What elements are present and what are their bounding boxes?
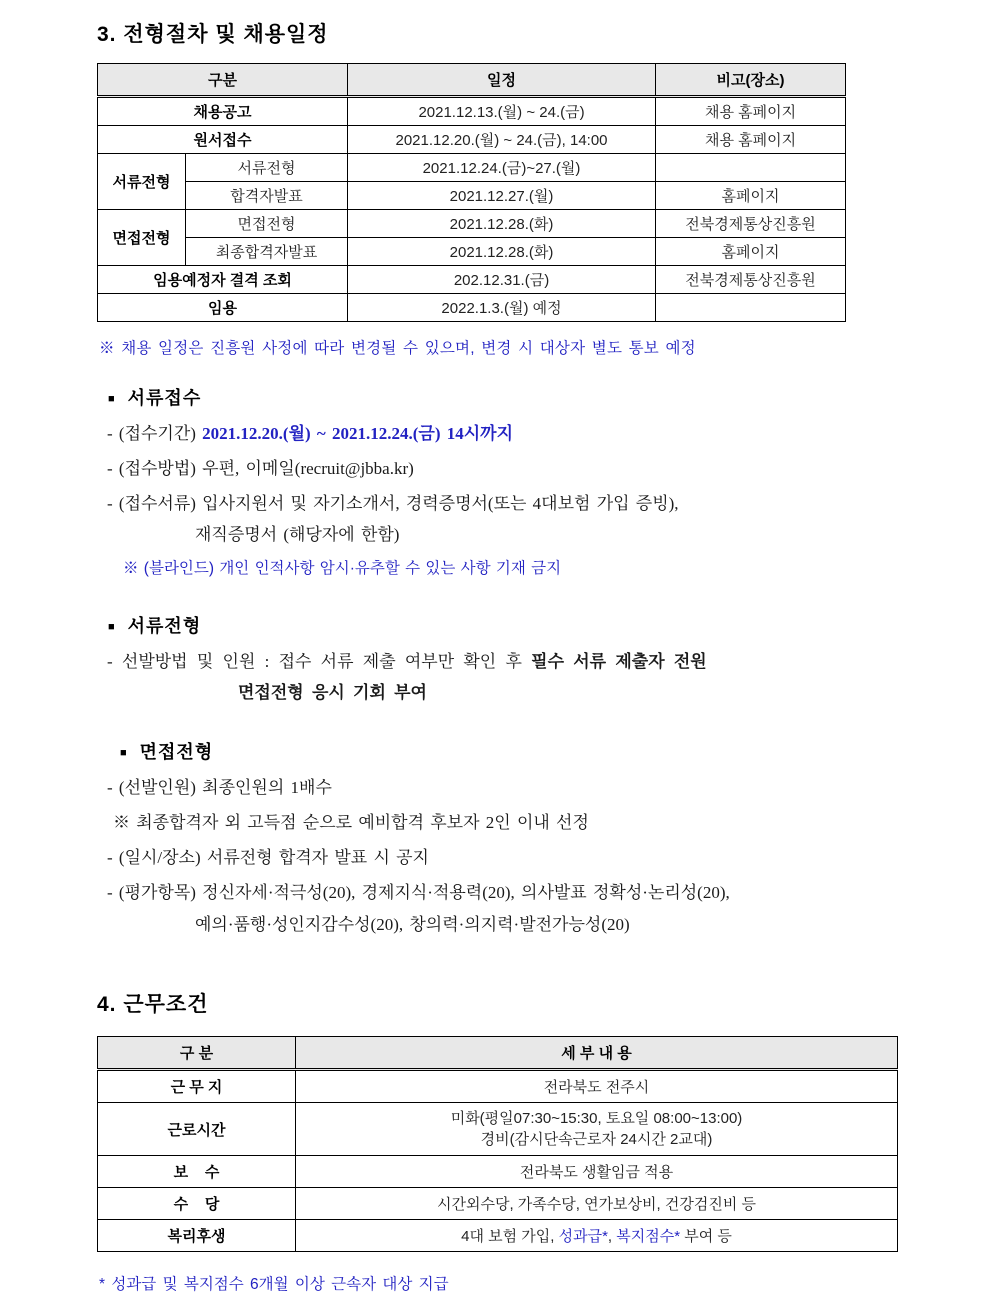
submit-period-prefix: - (접수기간) [107, 424, 203, 443]
cell-apply-note: 채용 홈페이지 [656, 126, 846, 154]
section-4-title: 4. 근무조건 [97, 993, 209, 1016]
table-row-hire [98, 294, 846, 322]
doc-submit-heading-label: 서류접수 [127, 388, 202, 408]
table-row-interview [98, 210, 846, 238]
cell-doc-result-date: 2021.12.27.(월) [348, 182, 656, 210]
table-row-welfare [98, 1220, 898, 1252]
submit-period-line [107, 423, 992, 445]
screening-method-prefix: - 선발방법 및 인원 : 접수 서류 제출 여부만 확인 후 [107, 652, 532, 671]
cell-hire-date: 2022.1.3.(월) 예정 [348, 294, 656, 322]
cell-hours-label: 근로시간 [98, 1103, 296, 1156]
cell-location-value: 전라북도 전주시 [296, 1070, 898, 1103]
cell-doc-result-label: 합격자발표 [186, 182, 348, 210]
cell-disqualify-label: 임용예정자 결격 조회 [98, 266, 348, 294]
interview-reserve-note: ※ 최종합격자 외 고득점 순으로 예비합격 후보자 2인 이내 선정 [113, 813, 589, 832]
section-doc-screening [97, 612, 992, 704]
cell-welfare-value [296, 1220, 898, 1252]
cell-doc-group: 서류전형 [98, 154, 186, 210]
hours-line-1: 미화(평일07:30~15:30, 토요일 08:00~13:00) [450, 1110, 743, 1127]
interview-when-where: - (일시/장소) 서류전형 합격자 발표 시 공지 [107, 848, 429, 867]
cell-final-result-note: 홈페이지 [656, 238, 846, 266]
section-doc-submit [97, 384, 992, 580]
cell-interview-label: 면접전형 [186, 210, 348, 238]
cell-hire-label: 임용 [98, 294, 348, 322]
cell-hours-value [296, 1103, 898, 1156]
cell-allowance-value: 시간외수당, 가족수당, 연가보상비, 건강검진비 등 [296, 1188, 898, 1220]
interview-heading [120, 738, 992, 764]
conditions-header-detail: 세 부 내 용 [296, 1037, 898, 1070]
cell-disqualify-date: 202.12.31.(금) [348, 266, 656, 294]
interview-heading-label: 면접전형 [139, 742, 214, 762]
interview-criteria-line2: 예의·품행·성인지감수성(20), 창의력·의지력·발전가능성(20) [195, 915, 630, 934]
cell-interview-note: 전북경제통상진흥원 [656, 210, 846, 238]
schedule-table [97, 63, 846, 322]
cell-welfare-label: 복리후생 [98, 1220, 296, 1252]
cell-doc-screen-label: 서류전형 [186, 154, 348, 182]
cell-apply-date: 2021.12.20.(월) ~ 24.(금), 14:00 [348, 126, 656, 154]
schedule-header-row [98, 64, 846, 97]
interview-criteria-line1: - (평가항목) 정신자세·적극성(20), 경제지식·적용력(20), 의사발표 정확성·논리성(20), [107, 883, 730, 902]
blind-note: ※ (블라인드) 개인 인적사항 암시·유추할 수 있는 사항 기재 금지 [123, 560, 562, 577]
schedule-header-note: 비고(장소) [656, 64, 846, 97]
conditions-header-row [98, 1037, 898, 1070]
welfare-points: 복지점수* [616, 1228, 681, 1245]
screening-method-cont: 면접전형 응시 기회 부여 [238, 683, 427, 702]
doc-screening-heading-label: 서류전형 [127, 616, 202, 636]
cell-pay-value: 전라북도 생활임금 적용 [296, 1156, 898, 1188]
cell-doc-result-note: 홈페이지 [656, 182, 846, 210]
welfare-footnote: * 성과급 및 복지점수 6개월 이상 근속자 대상 지급 [99, 1276, 449, 1293]
table-row-final-result [98, 238, 846, 266]
cell-pay-label: 보 수 [98, 1156, 296, 1188]
table-row-announce [98, 97, 846, 126]
submit-period-value: 2021.12.20.(월) ~ 2021.12.24.(금) 14시까지 [202, 424, 514, 443]
cell-interview-date: 2021.12.28.(화) [348, 210, 656, 238]
cell-final-result-date: 2021.12.28.(화) [348, 238, 656, 266]
schedule-header-date: 일정 [348, 64, 656, 97]
welfare-bonus: 성과급* [558, 1228, 608, 1245]
cell-hire-note [656, 294, 846, 322]
table-row-apply [98, 126, 846, 154]
schedule-change-notice: ※ 채용 일정은 진흥원 사정에 따라 변경될 수 있으며, 변경 시 대상자 별도 통보 예정 [99, 340, 696, 357]
square-bullet-icon: ■ [108, 393, 116, 405]
cell-apply-label: 원서접수 [98, 126, 348, 154]
work-conditions-table [97, 1036, 898, 1252]
welfare-suffix: 부여 등 [680, 1228, 732, 1245]
cell-doc-screen-note [656, 154, 846, 182]
schedule-header-category: 구분 [98, 64, 348, 97]
cell-interview-group: 면접전형 [98, 210, 186, 266]
welfare-prefix: 4대 보험 가입, [461, 1228, 559, 1245]
doc-submit-heading [108, 384, 992, 410]
table-row-location [98, 1070, 898, 1103]
submit-docs-line1: - (접수서류) 입사지원서 및 자기소개서, 경력증명서(또는 4대보험 가입 증빙), [107, 494, 679, 513]
conditions-header-category: 구 분 [98, 1037, 296, 1070]
screening-method-bold: 필수 서류 제출자 전원 [531, 652, 707, 671]
table-row-disqualify [98, 266, 846, 294]
table-row-pay [98, 1156, 898, 1188]
interview-count-line: - (선발인원) 최종인원의 1배수 [107, 778, 332, 797]
cell-announce-date: 2021.12.13.(월) ~ 24.(금) [348, 97, 656, 126]
section-interview [97, 738, 992, 936]
cell-doc-screen-date: 2021.12.24.(금)~27.(월) [348, 154, 656, 182]
cell-announce-label: 채용공고 [98, 97, 348, 126]
doc-screening-heading [108, 612, 992, 638]
screening-method-line [107, 651, 992, 673]
table-row-doc-screen [98, 154, 846, 182]
table-row-allowance [98, 1188, 898, 1220]
cell-announce-note: 채용 홈페이지 [656, 97, 846, 126]
square-bullet-icon: ■ [120, 747, 128, 759]
cell-disqualify-note: 전북경제통상진흥원 [656, 266, 846, 294]
table-row-hours [98, 1103, 898, 1156]
cell-allowance-label: 수 당 [98, 1188, 296, 1220]
hours-line-2: 경비(감시단속근로자 24시간 2교대) [480, 1131, 713, 1148]
cell-final-result-label: 최종합격자발표 [186, 238, 348, 266]
square-bullet-icon: ■ [108, 621, 116, 633]
welfare-sep: , [607, 1228, 617, 1245]
table-row-doc-result [98, 182, 846, 210]
submit-docs-line2: 재직증명서 (해당자에 한함) [195, 525, 400, 544]
section-3-title: 3. 전형절차 및 채용일정 [97, 23, 329, 46]
cell-location-label: 근 무 지 [98, 1070, 296, 1103]
submit-method-line: - (접수방법) 우편, 이메일(recruit@jbba.kr) [107, 459, 414, 478]
